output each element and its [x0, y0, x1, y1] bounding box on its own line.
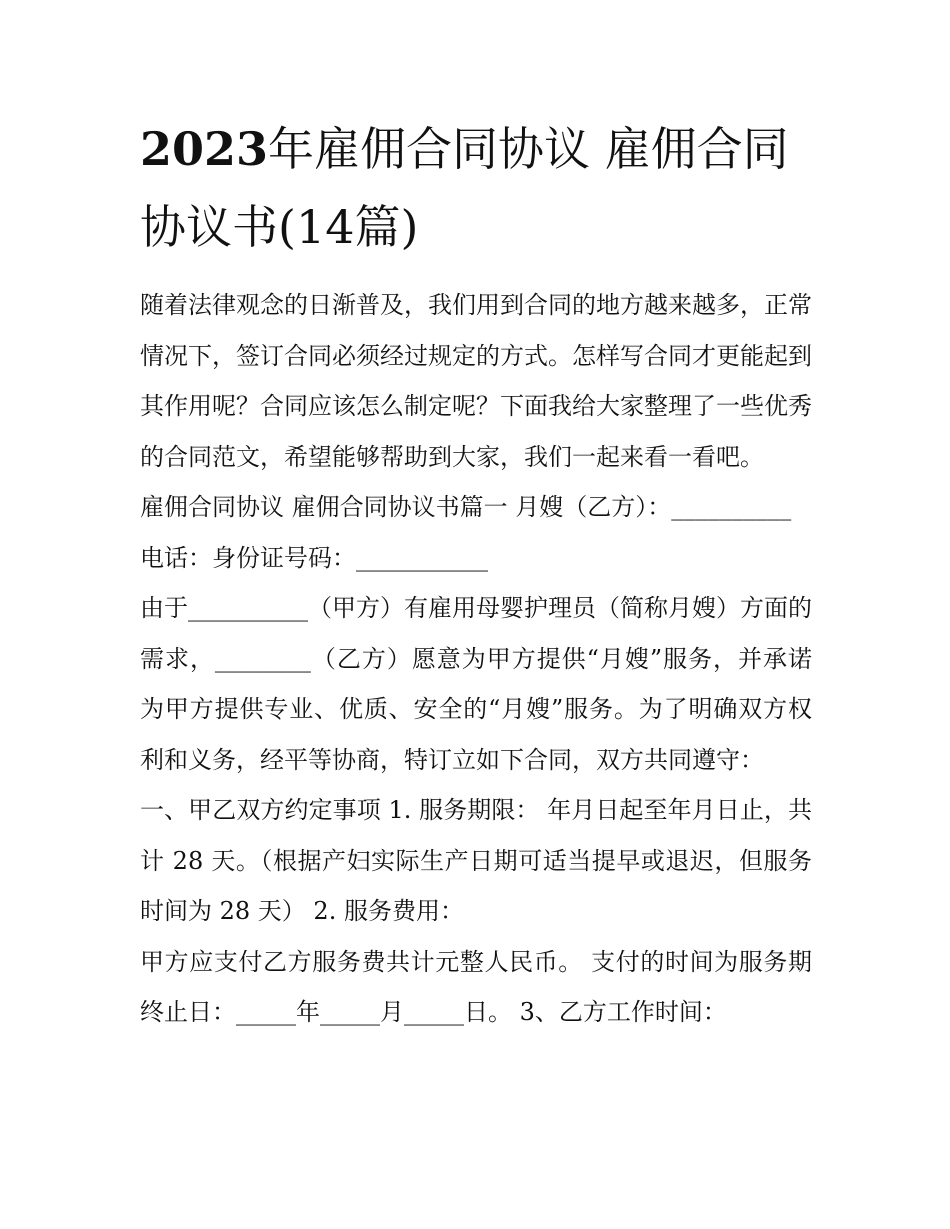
title-year: 2023	[140, 122, 269, 176]
terms-paragraph: 一、甲乙双方约定事项 1. 服务期限： 年月日起至年月日止，共计 28 天。（根据产妇实际生产日期可适当提早或退迟，但服务时间为 28 天） 2. 服务费用：	[140, 796, 812, 925]
document-title	[140, 110, 820, 266]
purpose-paragraph: 由于__________（甲方）有雇用母婴护理员（简称月嫂）方面的需求，________（乙方）愿意为甲方提供“月嫂”服务，并承诺为甲方提供专业、优质、安全的“月嫂”服务。为了明确双方权利和义务，经平等协商，特订立如下合同，双方共同遵守：	[140, 594, 812, 774]
title-text: 年雇佣合同协议 雇佣合同协议书(14篇)	[140, 122, 789, 254]
intro-paragraph: 随着法律观念的日渐普及，我们用到合同的地方越来越多，正常情况下，签订合同必须经过规定的方式。怎样写合同才更能起到其作用呢？合同应该怎么制定呢？下面我给大家整理了一些优秀的合同范文，希望能够帮助到大家，我们一起来看一看吧。	[140, 291, 812, 471]
contact-info-paragraph: 电话：身份证号码：___________	[140, 543, 488, 572]
document-body	[140, 280, 812, 1038]
contract-heading-paragraph: 雇佣合同协议 雇佣合同协议书篇一 月嫂（乙方）：__________	[140, 493, 792, 521]
payment-paragraph: 甲方应支付乙方服务费共计元整人民币。 支付的时间为服务期终止日：_____年_____月_____日。 3、乙方工作时间：	[140, 947, 812, 1026]
